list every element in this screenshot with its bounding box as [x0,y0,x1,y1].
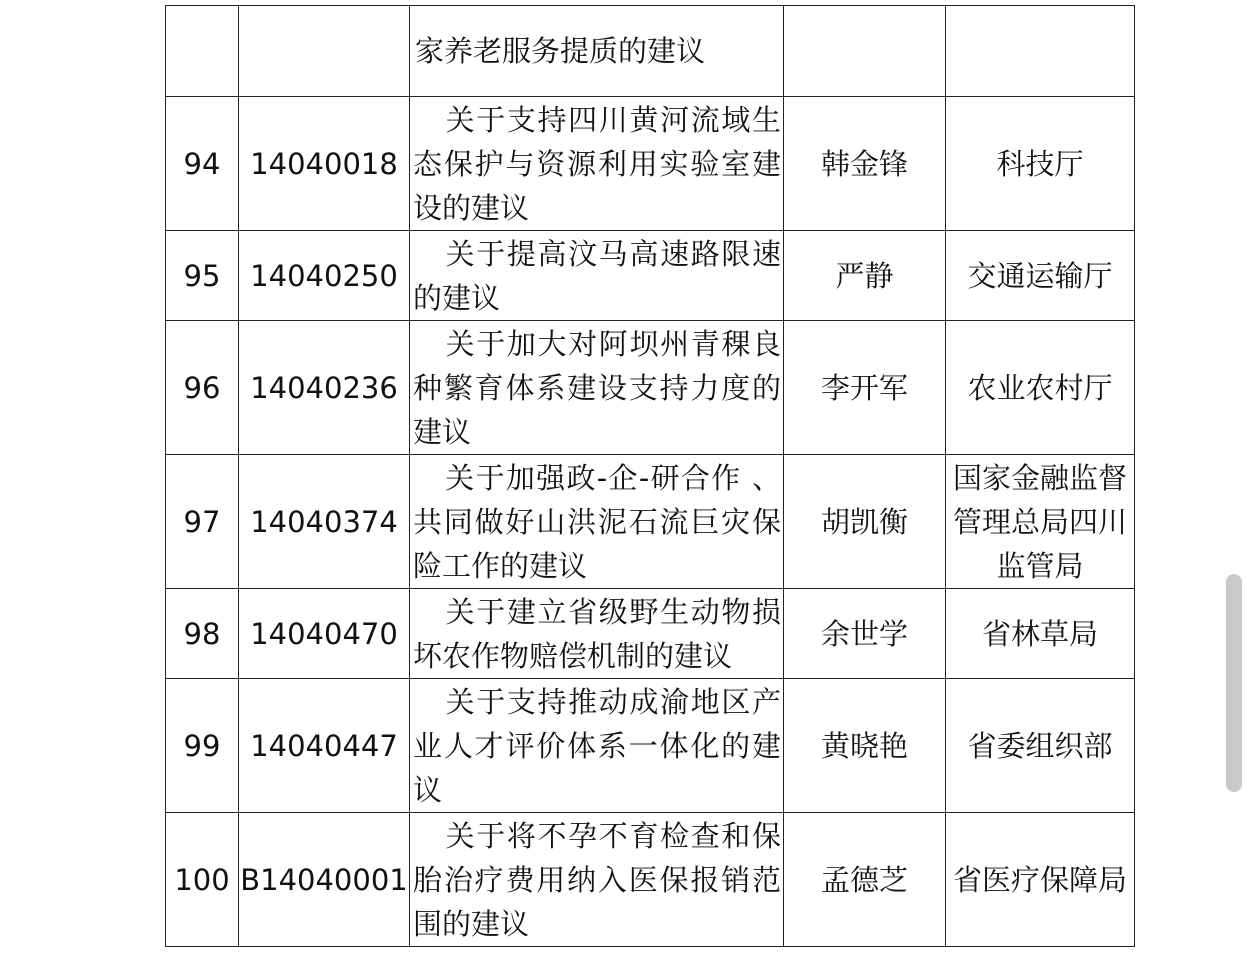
proposal-title [410,97,784,231]
proposal-code: 14040250 [239,231,410,321]
proposal-title-text: 关于将不孕不育检查和保胎治疗费用纳入医保报销范围的建议 [413,818,781,941]
proposal-title-text: 关于支持推动成渝地区产业人才评价体系一体化的建议 [413,684,781,807]
proposal-title [410,321,784,455]
proposal-title-text: 关于提高汶马高速路限速的建议 [413,236,781,315]
proposer-name: 李开军 [784,321,946,455]
proposal-title-text: 关于建立省级野生动物损坏农作物赔偿机制的建议 [413,594,781,673]
proposer-name: 孟德芝 [784,813,946,947]
proposal-title [410,679,784,813]
row-number: 100 [166,813,239,947]
proposer-name [784,6,946,97]
handling-department: 省医疗保障局 [946,813,1135,947]
proposal-code: 14040374 [239,455,410,589]
proposal-title [410,813,784,947]
handling-department: 国家金融监督管理总局四川监管局 [946,455,1135,589]
proposal-code: 14040447 [239,679,410,813]
proposal-code: B14040001 [239,813,410,947]
table-row [166,231,1135,321]
proposal-title-text: 关于加大对阿坝州青稞良种繁育体系建设支持力度的建议 [413,326,781,449]
handling-department: 科技厅 [946,97,1135,231]
table-row [166,97,1135,231]
proposal-table [165,5,1135,947]
proposer-name: 黄晓艳 [784,679,946,813]
handling-department: 省委组织部 [946,679,1135,813]
proposer-name: 韩金锋 [784,97,946,231]
table-row [166,679,1135,813]
proposal-title [410,231,784,321]
row-number: 96 [166,321,239,455]
proposal-title-text: 家养老服务提质的建议 [415,34,706,68]
table-row [166,321,1135,455]
row-number: 94 [166,97,239,231]
proposal-title-text: 关于支持四川黄河流域生态保护与资源利用实验室建设的建议 [413,102,781,225]
table-row [166,589,1135,679]
proposal-code: 14040470 [239,589,410,679]
table-row [166,6,1135,97]
proposal-title [410,6,784,97]
row-number: 98 [166,589,239,679]
row-number: 99 [166,679,239,813]
row-number: 97 [166,455,239,589]
proposer-name: 胡凯衡 [784,455,946,589]
proposal-code [239,6,410,97]
handling-department: 农业农村厅 [946,321,1135,455]
table-row [166,813,1135,947]
handling-department: 交通运输厅 [946,231,1135,321]
row-number [166,6,239,97]
proposer-name: 余世学 [784,589,946,679]
proposal-title [410,589,784,679]
proposal-title-text: 关于加强政-企-研合作 、共同做好山洪泥石流巨灾保险工作的建议 [413,460,781,583]
handling-department [946,6,1135,97]
proposal-title [410,455,784,589]
proposal-code: 14040018 [239,97,410,231]
vertical-scrollbar[interactable] [1226,574,1242,792]
proposer-name: 严静 [784,231,946,321]
handling-department: 省林草局 [946,589,1135,679]
table-row [166,455,1135,589]
proposal-code: 14040236 [239,321,410,455]
row-number: 95 [166,231,239,321]
